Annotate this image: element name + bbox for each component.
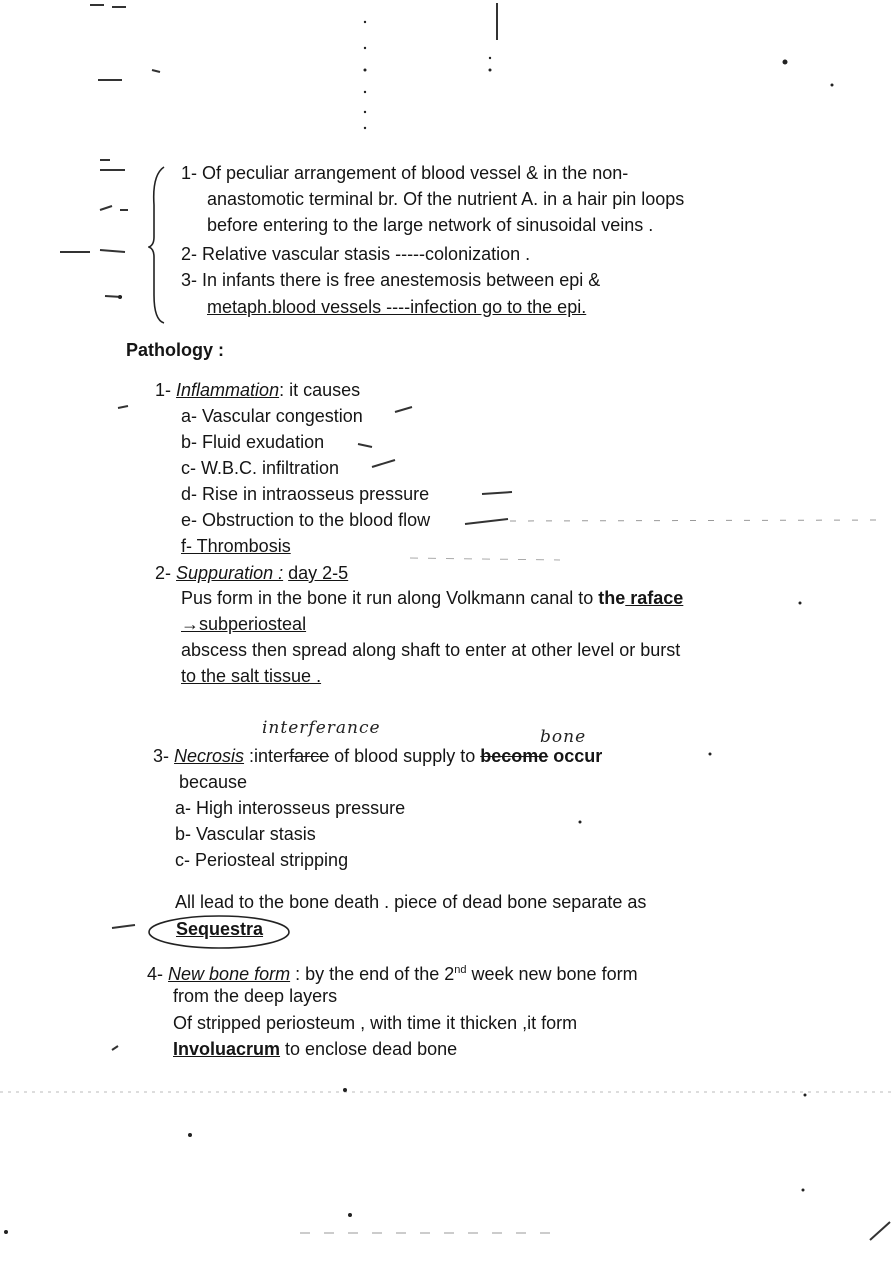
necrosis-lead-line: All lead to the bone death . piece of dead bone separate as [175,892,647,912]
necrosis-item: c- Periosteal stripping [175,850,349,870]
inflammation-item: d- Rise in intraosseus pressure [181,484,430,504]
suppuration-line-2: →subperiosteal [181,614,307,634]
inflammation-item: e- Obstruction to the blood flow [181,510,431,530]
suppuration-line-1: Pus form in the bone it run along Volkmann canal to the raface [181,588,684,608]
cause-2: 2- Relative vascular stasis -----colonization . [181,244,531,264]
section-heading-pathology: Pathology : [126,340,224,360]
cause-1-line-2: anastomotic terminal br. Of the nutrient A. in a hair pin loops [207,189,685,209]
suppuration-heading: 2- Suppuration : day 2-5 [155,563,349,583]
inflammation-item: c- W.B.C. infiltration [181,458,340,478]
inflammation-item: f- Thrombosis [181,536,291,556]
cause-1-line-3: before entering to the large network of sinusoidal veins . [207,215,654,235]
inflammation-item: a- Vascular congestion [181,406,363,426]
necrosis-heading: 3- Necrosis :interfarce of blood supply to become occur [153,746,603,766]
new-bone-line-4: Involuacrum to enclose dead bone [173,1039,458,1059]
necrosis-item: a- High interosseus pressure [175,798,406,818]
cause-3-line-2: metaph.blood vessels ----infection go to the epi. [207,297,587,317]
inflammation-item: b- Fluid exudation [181,432,325,452]
cause-3-line-1: 3- In infants there is free anestemosis between epi & [181,270,601,290]
handwritten-note-interferance: interferance [262,718,381,738]
new-bone-line-3: Of stripped periosteum , with time it thicken ,it form [173,1013,578,1033]
sequestra-term: Sequestra [176,919,264,939]
handwritten-note-bone: bone [540,727,587,747]
new-bone-heading: 4- New bone form : by the end of the 2nd week new bone form [147,964,638,984]
necrosis-item: b- Vascular stasis [175,824,316,844]
suppuration-line-4: to the salt tissue . [181,666,322,686]
necrosis-line-2: because [179,772,248,792]
new-bone-line-2: from the deep layers [173,986,338,1006]
suppuration-line-3: abscess then spread along shaft to enter at other level or burst [181,640,681,660]
left-brace [148,165,170,325]
cause-1-line-1: 1- Of peculiar arrangement of blood vessel & in the non- [181,163,629,183]
inflammation-heading: 1- Inflammation: it causes [155,380,361,400]
